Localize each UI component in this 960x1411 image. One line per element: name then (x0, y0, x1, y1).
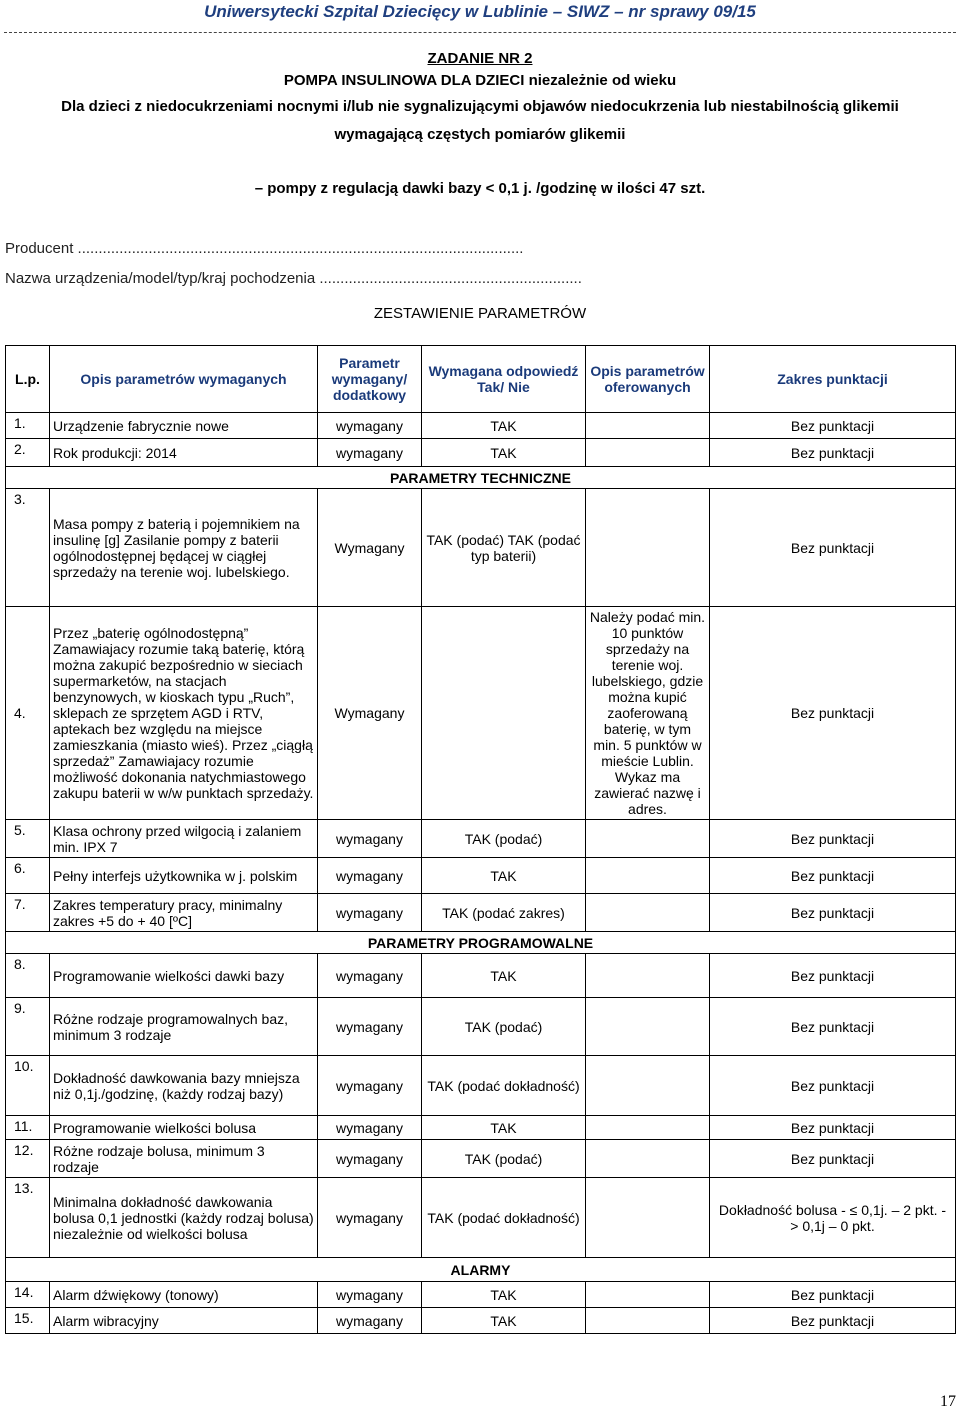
task-title: POMPA INSULINOWA DLA DZIECI niezależnie od wieku (283, 72, 677, 89)
row-score: Bez punktacji (710, 954, 956, 998)
col-lp: L.p. (6, 346, 50, 413)
row-offered-input[interactable] (586, 1056, 710, 1116)
row-desc: Klasa ochrony przed wilgocią i zalaniem min. IPX 7 (50, 820, 318, 858)
row-desc: Minimalna dokładność dawkowania bolusa 0,1 jednostki (każdy rodzaj bolusa) niezależnie od wielkości bolusa (50, 1178, 318, 1258)
row-answer: TAK (podać) (422, 820, 586, 858)
row-number: 14. (6, 1282, 50, 1308)
table-row (6, 820, 956, 858)
row-number: 10. (6, 1056, 50, 1116)
row-offered-input[interactable] (586, 954, 710, 998)
row-answer: TAK (422, 1308, 586, 1334)
row-offered-input[interactable] (586, 998, 710, 1056)
row-offered-input[interactable] (586, 439, 710, 467)
row-desc: Urządzenie fabrycznie nowe (50, 413, 318, 439)
col-score: Zakres punktacji (710, 346, 956, 413)
row-answer: TAK (podać dokładność) (422, 1056, 586, 1116)
table-row (6, 1282, 956, 1308)
row-number: 5. (6, 820, 50, 858)
row-desc: Przez „baterię ogólnodostępną” Zamawiajacy rozumie taką baterię, którą można zakupić bezpośrednio w sieciach supermarketów, na stacjach benzynowych, w kioskach typu „Ruch”, sklepach ze sprzętem AGD i RTV, aptekach bez względu na miejsce zamieszkania (miasto wieś). Przez „ciągłą sprzedaż” Zamawiajacy rozumie możliwość dokonania natychmiastowego zakupu baterii w w/w punktach sprzedaży. (50, 607, 318, 820)
row-desc: Alarm dźwiękowy (tonowy) (50, 1282, 318, 1308)
row-param: wymagany (318, 1308, 422, 1334)
row-number: 11. (6, 1116, 50, 1140)
row-number: 13. (6, 1178, 50, 1258)
table-title: ZESTAWIENIE PARAMETRÓW (373, 305, 587, 322)
col-offered: Opis parametrów oferowanych (586, 346, 710, 413)
row-score: Bez punktacji (710, 1056, 956, 1116)
task-quantity: – pompy z regulacją dawki bazy < 0,1 j. /godzinę w ilości 47 szt. (254, 180, 706, 197)
col-answer: Wymagana odpowiedź Tak/ Nie (422, 346, 586, 413)
row-desc: Programowanie wielkości dawki bazy (50, 954, 318, 998)
row-number: 12. (6, 1140, 50, 1178)
row-offered-input[interactable] (586, 1140, 710, 1178)
table-row (6, 954, 956, 998)
table-row (6, 489, 956, 607)
table-header-row (6, 346, 956, 413)
row-answer: TAK (422, 413, 586, 439)
row-answer: TAK (422, 1282, 586, 1308)
row-number: 15. (6, 1308, 50, 1334)
row-param: wymagany (318, 1056, 422, 1116)
section-prog: PARAMETRY PROGRAMOWALNE (6, 932, 956, 954)
header-divider (4, 32, 956, 33)
row-score: Bez punktacji (710, 1140, 956, 1178)
row-param: wymagany (318, 1178, 422, 1258)
row-desc: Zakres temperatury pracy, minimalny zakres +5 do + 40 [ºC] (50, 894, 318, 932)
row-answer: TAK (podać) (422, 998, 586, 1056)
row-offered: Należy podać min. 10 punktów sprzedaży na terenie woj. lubelskiego, gdzie można kupić zaoferowaną baterię, w tym min. 5 punktów w mieście Lublin. Wykaz ma zawierać nazwę i adres. (586, 607, 710, 820)
row-answer: TAK (podać zakres) (422, 894, 586, 932)
row-desc: Programowanie wielkości bolusa (50, 1116, 318, 1140)
row-score: Bez punktacji (710, 858, 956, 894)
row-score: Bez punktacji (710, 998, 956, 1056)
row-score: Dokładność bolusa - ≤ 0,1j. – 2 pkt. - > 0,1j – 0 pkt. (710, 1178, 956, 1258)
row-param: Wymagany (318, 489, 422, 607)
device-name-field: Nazwa urządzenia/model/typ/kraj pochodzenia ............................................................... (5, 270, 582, 287)
row-number: 4. (6, 607, 50, 820)
row-answer: TAK (podać) (422, 1140, 586, 1178)
row-param: wymagany (318, 1282, 422, 1308)
row-param: wymagany (318, 413, 422, 439)
table-row (6, 894, 956, 932)
row-param: Wymagany (318, 607, 422, 820)
row-param: wymagany (318, 998, 422, 1056)
row-desc: Rok produkcji: 2014 (50, 439, 318, 467)
row-number: 6. (6, 858, 50, 894)
row-score: Bez punktacji (710, 894, 956, 932)
section-row (6, 467, 956, 489)
row-desc: Dokładność dawkowania bazy mniejsza niż 0,1j./godzinę, (każdy rodzaj bazy) (50, 1056, 318, 1116)
row-answer: TAK (422, 954, 586, 998)
row-answer: TAK (422, 439, 586, 467)
row-score: Bez punktacji (710, 1116, 956, 1140)
row-param: wymagany (318, 820, 422, 858)
row-answer: TAK (422, 1116, 586, 1140)
row-number: 3. (6, 489, 50, 607)
row-param: wymagany (318, 1116, 422, 1140)
table-row (6, 1178, 956, 1258)
row-answer (422, 607, 586, 820)
row-desc: Masa pompy z baterią i pojemnikiem na insulinę [g] Zasilanie pompy z baterii ogólnodostępnej będącej w ciągłej sprzedaży na terenie woj. lubelskiego. (50, 489, 318, 607)
row-offered-input[interactable] (586, 820, 710, 858)
row-param: wymagany (318, 894, 422, 932)
row-number: 8. (6, 954, 50, 998)
row-desc: Pełny interfejs użytkownika w j. polskim (50, 858, 318, 894)
row-offered-input[interactable] (586, 489, 710, 607)
row-offered-input[interactable] (586, 413, 710, 439)
row-offered-input[interactable] (586, 1178, 710, 1258)
task-subtitle: Dla dzieci z niedocukrzeniami nocnymi i/lub nie sygnalizującymi objawów niedocukrzenia lub niestabilnością glikemii (61, 98, 899, 115)
task-number: ZADANIE NR 2 (427, 50, 533, 67)
row-param: wymagany (318, 439, 422, 467)
row-number: 7. (6, 894, 50, 932)
row-desc: Różne rodzaje bolusa, minimum 3 rodzaje (50, 1140, 318, 1178)
row-score: Bez punktacji (710, 413, 956, 439)
row-offered-input[interactable] (586, 1282, 710, 1308)
table-row (6, 1056, 956, 1116)
table-row (6, 858, 956, 894)
page-number: 17 (940, 1393, 956, 1410)
row-offered-input[interactable] (586, 894, 710, 932)
row-score: Bez punktacji (710, 1308, 956, 1334)
row-answer: TAK (422, 858, 586, 894)
parameters-table (5, 345, 956, 1334)
row-number: 1. (6, 413, 50, 439)
row-desc: Różne rodzaje programowalnych baz, minimum 3 rodzaje (50, 998, 318, 1056)
table-row (6, 439, 956, 467)
row-param: wymagany (318, 954, 422, 998)
section-tech: PARAMETRY TECHNICZNE (6, 467, 956, 489)
table-row (6, 1140, 956, 1178)
row-offered-input[interactable] (586, 1116, 710, 1140)
row-score: Bez punktacji (710, 820, 956, 858)
row-offered-input[interactable] (586, 858, 710, 894)
row-score: Bez punktacji (710, 1282, 956, 1308)
row-param: wymagany (318, 1140, 422, 1178)
row-score: Bez punktacji (710, 489, 956, 607)
row-offered-input[interactable] (586, 1308, 710, 1334)
page-header: Uniwersytecki Szpital Dziecięcy w Lublinie – SIWZ – nr sprawy 09/15 (204, 2, 756, 21)
col-param: Parametr wymagany/ dodatkowy (318, 346, 422, 413)
row-number: 2. (6, 439, 50, 467)
row-answer: TAK (podać) TAK (podać typ baterii) (422, 489, 586, 607)
table-row (6, 1308, 956, 1334)
row-param: wymagany (318, 858, 422, 894)
section-alarms: ALARMY (6, 1258, 956, 1282)
producer-field: Producent ........................................................................................................... (5, 240, 524, 257)
table-row (6, 607, 956, 820)
row-score: Bez punktacji (710, 439, 956, 467)
section-row (6, 1258, 956, 1282)
col-desc: Opis parametrów wymaganych (50, 346, 318, 413)
row-score: Bez punktacji (710, 607, 956, 820)
task-subtitle-2: wymagającą częstych pomiarów glikemii (334, 126, 626, 143)
table-row (6, 1116, 956, 1140)
row-answer: TAK (podać dokładność) (422, 1178, 586, 1258)
section-row (6, 932, 956, 954)
row-desc: Alarm wibracyjny (50, 1308, 318, 1334)
table-row (6, 413, 956, 439)
table-row (6, 998, 956, 1056)
row-number: 9. (6, 998, 50, 1056)
